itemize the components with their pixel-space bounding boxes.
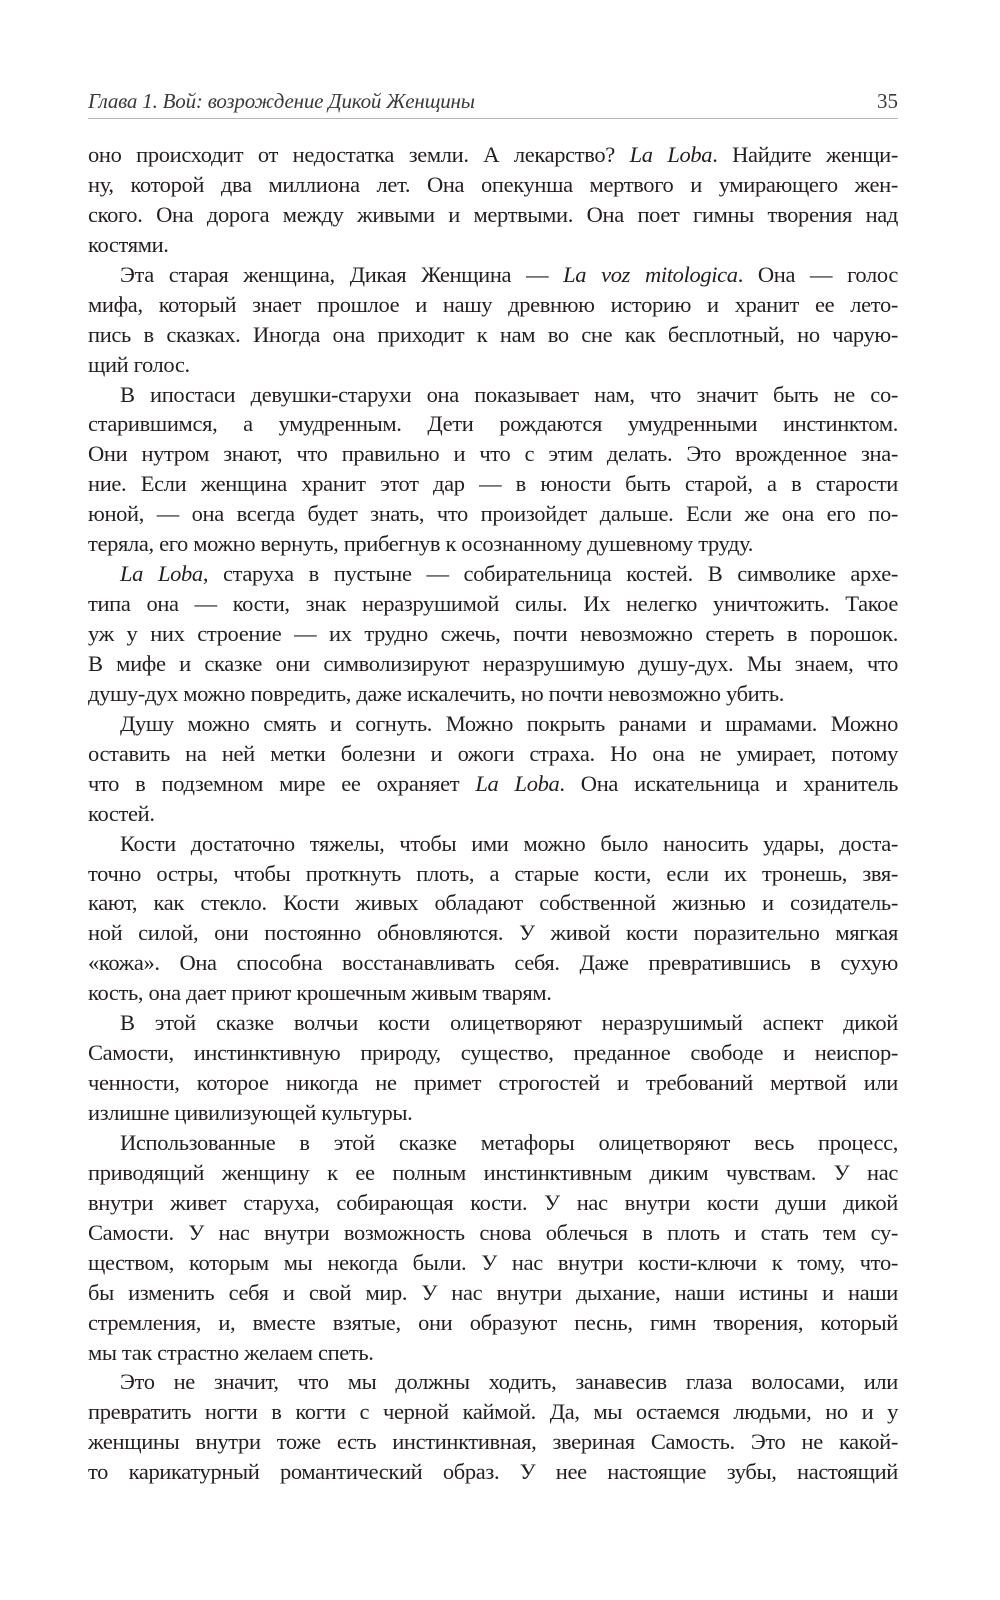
text-line [88, 230, 898, 260]
text-segment: оставить на ней метки болезни и ожоги страха. Но она не умирает, потому [88, 740, 898, 766]
text-segment: типа она — кости, знак неразрушимой силы. Их нелегко уничтожить. Такое [88, 591, 898, 617]
text-line [88, 1427, 898, 1457]
text-segment: оно происходит от недостатка земли. А лекарство? [88, 142, 630, 167]
text-line [88, 140, 898, 170]
text-segment: женщины внутри тоже есть инстинктивная, звериная Самость. Это не какой- [88, 1429, 898, 1455]
book-page [88, 80, 898, 1487]
text-line [88, 1068, 898, 1098]
chapter-title: Глава 1. Вой: возрождение Дикой Женщины [88, 89, 475, 113]
text-line [88, 350, 898, 380]
paragraph [88, 260, 898, 380]
text-line [88, 799, 898, 829]
text-segment: превратить ногти в когти с черной каймой. Да, мы остаемся людьми, но и у [88, 1399, 898, 1425]
text-segment: Самости, инстинктивную природу, существо, преданное свободе и неиспор- [88, 1040, 898, 1066]
text-line [88, 888, 898, 918]
text-segment: точно остры, чтобы проткнуть плоть, а старые кости, если их тронешь, звя- [88, 860, 898, 886]
text-segment: Они нутром знают, что правильно и что с этим делать. Это врожденное зна- [88, 441, 898, 467]
text-line [88, 499, 898, 529]
text-segment: костей. [88, 800, 155, 826]
text-segment: Душу можно смять и согнуть. Можно покрыть ранами и шрамами. Можно [120, 710, 898, 736]
body-text [88, 140, 898, 1487]
text-segment: , старуха в пустыне — собирательница костей. В символике архе- [202, 561, 898, 587]
text-line [88, 709, 898, 739]
text-segment: душу-дух можно повредить, даже искалечить, но почти невозможно убить. [88, 680, 785, 706]
text-segment: мифа, который знает прошлое и нашу древнюю историю и хранит ее лето- [88, 291, 898, 317]
text-line [88, 739, 898, 769]
text-segment: Эта старая женщина, Дикая Женщина — [120, 261, 564, 287]
text-line [88, 380, 898, 410]
text-line [88, 1038, 898, 1068]
text-line [88, 170, 898, 200]
text-line [88, 260, 898, 290]
paragraph [88, 829, 898, 1009]
text-line [88, 649, 898, 679]
text-segment: что в подземном мире ее охраняет [88, 770, 476, 796]
text-segment: . Она — голос [737, 261, 899, 287]
text-segment: ществом, которым мы некогда были. У нас внутри кости-ключи к тому, что- [88, 1249, 898, 1275]
italic-term: La Loba [629, 142, 713, 167]
text-segment: внутри живет старуха, собирающая кости. У нас внутри кости души дикой [88, 1189, 898, 1215]
text-segment: Самости. У нас внутри возможность снова облечься в плоть и стать тем су- [88, 1219, 898, 1245]
text-line [88, 1158, 898, 1188]
text-segment: В мифе и сказке они символизируют неразрушимую душу-дух. Мы знаем, что [88, 650, 898, 676]
text-line [88, 1098, 898, 1128]
text-segment: старившимся, а умудренным. Дети рождаются умудренными инстинктом. [88, 411, 898, 437]
text-line [88, 200, 898, 230]
italic-term: La Loba [120, 561, 203, 587]
text-line [88, 619, 898, 649]
text-segment: ние. Если женщина хранит этот дар — в юности быть старой, а в старости [88, 471, 898, 497]
text-segment: ского. Она дорога между живыми и мертвыми. Она поет гимны творения над [88, 201, 898, 227]
text-segment: уж у них строение — их трудно сжечь, почти невозможно стереть в порошок. [88, 621, 898, 646]
text-line [88, 978, 898, 1008]
italic-term: La Loba [475, 770, 560, 796]
text-segment: кость, она дает приют крошечным живым тварям. [88, 980, 552, 1006]
text-segment: бы изменить себя и свой мир. У нас внутри дыхание, наши истины и наши [88, 1279, 898, 1305]
text-segment: Это не значит, что мы должны ходить, занавесив глаза волосами, или [120, 1369, 898, 1395]
text-line [88, 439, 898, 469]
text-line [88, 1338, 898, 1368]
text-line [88, 1397, 898, 1427]
text-segment: «кожа». Она способна восстанавливать себя. Даже превратившись в сухую [88, 950, 898, 976]
text-segment: то карикатурный романтический образ. У нее настоящие зубы, настоящий [88, 1459, 898, 1485]
text-line [88, 1367, 898, 1397]
paragraph [88, 559, 898, 709]
text-line [88, 948, 898, 978]
page-number: 35 [877, 89, 898, 113]
text-segment: щий голос. [88, 351, 190, 377]
text-line [88, 769, 898, 799]
text-line [88, 589, 898, 619]
text-line [88, 1308, 898, 1338]
paragraph [88, 1367, 898, 1487]
text-line [88, 918, 898, 948]
text-segment: В ипостаси девушки-старухи она показывает нам, что значит быть не со- [120, 381, 898, 407]
paragraph [88, 1128, 898, 1368]
text-line [88, 1218, 898, 1248]
text-line [88, 320, 898, 350]
text-segment: мы так страстно желаем спеть. [88, 1339, 374, 1365]
text-segment: пись в сказках. Иногда она приходит к нам во сне как бесплотный, но чарую- [88, 321, 898, 347]
text-segment: стремления, и, вместе взятые, они образуют песнь, гимн творения, который [88, 1309, 898, 1335]
paragraph [88, 140, 898, 260]
text-line [88, 829, 898, 859]
text-line [88, 679, 898, 709]
text-line [88, 529, 898, 559]
text-line [88, 1278, 898, 1308]
text-segment: излишне цивилизующей культуры. [88, 1100, 413, 1125]
text-segment: ченности, которое никогда не примет строгостей и требований мертвой или [88, 1070, 898, 1096]
text-segment: Использованные в этой сказке метафоры олицетворяют весь процесс, [120, 1129, 898, 1155]
italic-term: La voz mitologica [563, 261, 738, 287]
text-line [88, 1188, 898, 1218]
text-segment: теряла, его можно вернуть, прибегнув к осознанному душевному труду. [88, 531, 754, 557]
text-line [88, 1457, 898, 1487]
text-segment: ну, которой два миллиона лет. Она опекунша мертвого и умирающего жен- [88, 171, 898, 197]
text-segment: костями. [88, 231, 169, 257]
text-segment: . Она искательница и хранитель [559, 770, 899, 796]
text-segment: юной, — она всегда будет знать, что произойдет дальше. Если же она его по- [88, 501, 898, 527]
text-line [88, 1008, 898, 1038]
running-header [88, 80, 898, 119]
text-line [88, 409, 898, 439]
text-line [88, 1128, 898, 1158]
text-segment: приводящий женщину к ее полным инстинктивным диким чувствам. У нас [88, 1159, 898, 1185]
text-segment: ной силой, они постоянно обновляются. У живой кости поразительно мягкая [88, 920, 898, 946]
paragraph [88, 380, 898, 560]
text-segment: Кости достаточно тяжелы, чтобы ими можно было наносить удары, доста- [120, 830, 898, 856]
text-segment: В этой сказке волчьи кости олицетворяют неразрушимый аспект дикой [120, 1010, 898, 1036]
text-segment: . Найдите женщи- [712, 142, 898, 167]
text-line [88, 1248, 898, 1278]
text-segment: кают, как стекло. Кости живых обладают собственной жизнью и созидатель- [88, 890, 898, 916]
text-line [88, 859, 898, 889]
paragraph [88, 709, 898, 829]
text-line [88, 559, 898, 589]
text-line [88, 469, 898, 499]
text-line [88, 290, 898, 320]
paragraph [88, 1008, 898, 1128]
